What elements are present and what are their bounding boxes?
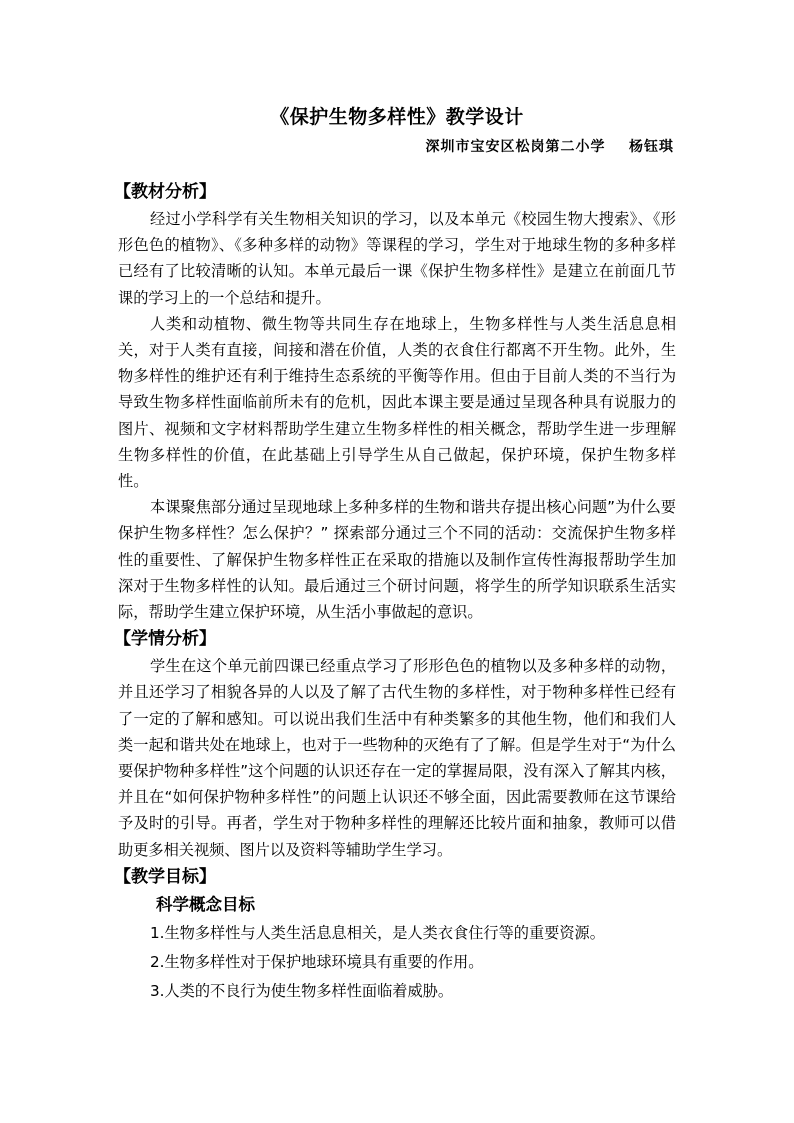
section-teaching-goals [114,863,676,1006]
section-student-analysis [114,625,676,863]
paragraph: 人类和动植物、微生物等共同生存在地球上，生物多样性与人类生活息息相关，对于人类有直接，间接和潜在价值，人类的衣食住行都离不开生物。此外，生物多样性的维护还有利于维持生态系统的平衡等作用。但由于目前人类的不当行为导致生物多样性面临前所未有的危机，因此本课主要是通过呈现各种具有说服力的图片、视频和文字材料帮助学生建立生物多样性的相关概念，帮助学生进一步理解生物多样性的价值，在此基础上引导学生从自己做起，保护环境，保护生物多样性。 [118,314,676,491]
section-heading: 【学情分析】 [114,629,216,650]
section-subheading: 科学概念目标 [156,894,255,914]
goal-item: 1.生物多样性与人类生活息息相关，是人类衣食住行等的重要资源。 [150,923,605,942]
document-title: 《保护生物多样性》教学设计 [270,106,524,128]
paragraph: 经过小学科学有关生物相关知识的学习，以及本单元《校园生物大搜索》、《形形色色的植物》、《多种多样的动物》等课程的学习，学生对于地球生物的多种多样已经有了比较清晰的认知。本单元最后一课《保护生物多样性》是建立在前面几节课的学习上的一个总结和提升。 [118,210,676,307]
section-heading: 【教材分析】 [114,182,216,202]
section-textbook-analysis [114,178,676,625]
section-heading: 【教学目标】 [114,866,216,887]
document-body [114,178,676,1006]
paragraph: 学生在这个单元前四课已经重点学习了形形色色的植物以及多种多样的动物，并且还学习了相貌各异的人以及了解了古代生物的多样性，对于物种多样性已经有了一定的了解和感知。可以说出我们生活中有种类繁多的其他生物，他们和我们人类一起和谐共处在地球上，也对于一些物种的灭绝有了了解。但是学生对于“为什么要保护物种多样性”这个问题的认识还存在一定的掌握局限，没有深入了解其内核，并且在“如何保护物种多样性”的问题上认识还不够全面，因此需要教师在这节课给予及时的引导。再者，学生对于物种多样性的理解还比较片面和抽象，教师可以借助更多相关视频、图片以及资料等辅助学生学习。 [118,657,676,859]
author-line: 深圳市宝安区松岗第二小学 杨钰琪 [425,139,674,155]
paragraph: 本课聚焦部分通过呈现地球上多种多样的生物和谐共存提出核心问题”为什么要保护生物多样性？怎么保护？” 探索部分通过三个不同的活动：交流保护生物多样性的重要性、了解保护生物多样性正在采取的措施以及制作宣传性海报帮助学生加深对于生物多样性的认知。最后通过三个研讨问题，将学生的所学知识联系生活实际，帮助学生建立保护环境，从生活小事做起的意识。 [118,498,676,622]
goal-item: 2.生物多样性对于保护地球环境具有重要的作用。 [150,952,484,971]
goal-item: 3.人类的不良行为使生物多样性面临着威胁。 [150,981,454,1000]
